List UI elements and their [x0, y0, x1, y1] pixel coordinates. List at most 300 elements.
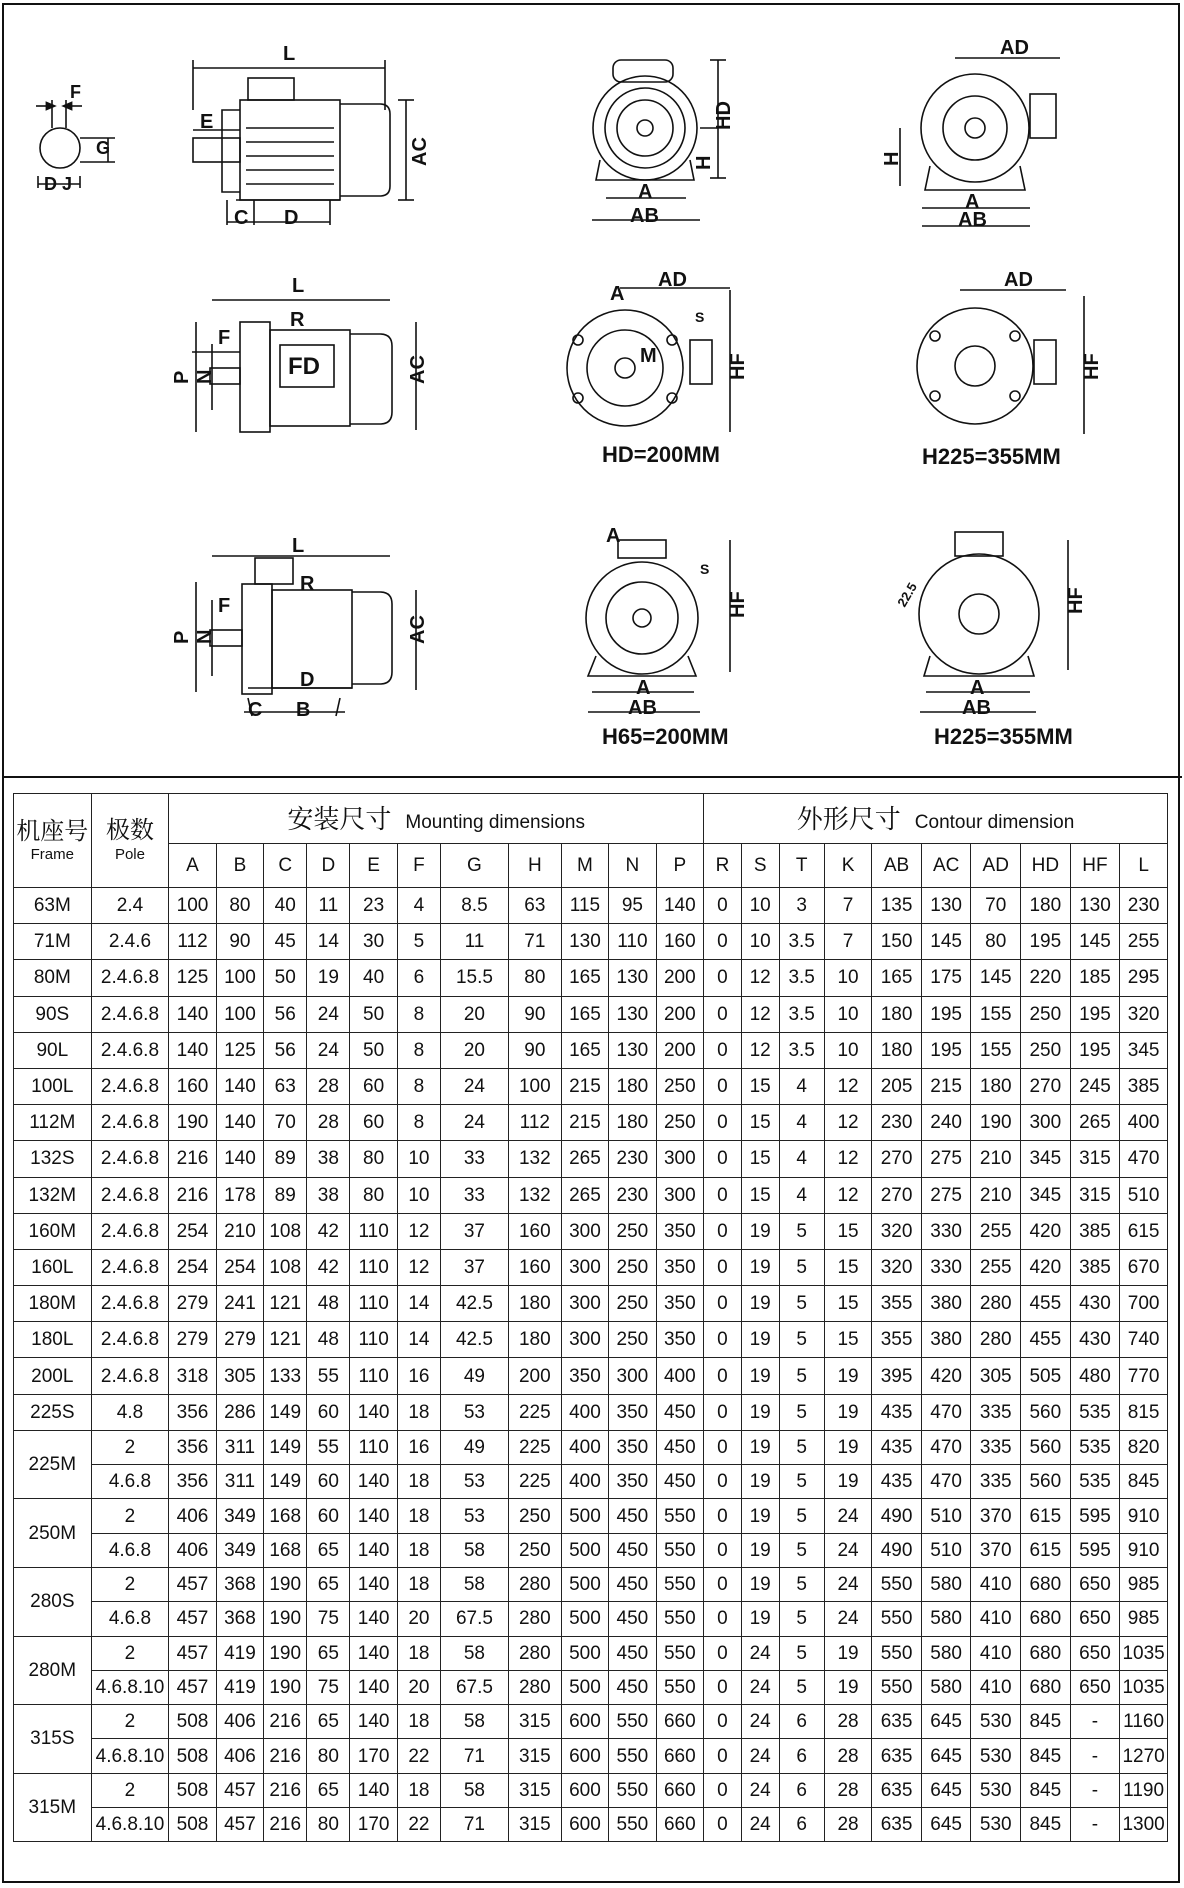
cell-l: 295 [1120, 960, 1168, 996]
cell-p: 550 [656, 1636, 703, 1670]
cell-ac: 645 [921, 1739, 971, 1773]
cell-s: 19 [741, 1394, 779, 1430]
cell-f: 12 [397, 1213, 440, 1249]
cell-hf: 185 [1070, 960, 1120, 996]
cell-ac: 470 [921, 1394, 971, 1430]
cell-s: 19 [741, 1602, 779, 1636]
cell-p: 550 [656, 1568, 703, 1602]
cell-hd: 680 [1021, 1602, 1071, 1636]
pole-cell: 2.4.6.8 [91, 1141, 169, 1177]
dimension-table-wrap [13, 793, 1168, 1842]
cell-l: 1160 [1120, 1705, 1168, 1739]
cell-a: 356 [169, 1465, 216, 1499]
cell-h: 180 [508, 1322, 561, 1358]
cell-k: 7 [824, 924, 871, 960]
cell-hf: - [1070, 1773, 1120, 1807]
column-header: AD [971, 844, 1021, 888]
caption: HD=200MM [602, 442, 720, 467]
cell-ac: 645 [921, 1705, 971, 1739]
cell-n: 250 [609, 1213, 656, 1249]
cell-h: 280 [508, 1670, 561, 1704]
cell-e: 110 [350, 1430, 397, 1464]
cell-a: 457 [169, 1636, 216, 1670]
cell-n: 450 [609, 1568, 656, 1602]
dim-label: AD [1004, 269, 1033, 291]
table-row [14, 1773, 1168, 1807]
cell-b: 241 [216, 1286, 263, 1322]
cell-s: 24 [741, 1636, 779, 1670]
cell-g: 53 [440, 1394, 508, 1430]
cell-ad: 210 [971, 1177, 1021, 1213]
cell-m: 165 [561, 960, 608, 996]
cell-ad: 155 [971, 1032, 1021, 1068]
dim-label: G [96, 138, 111, 158]
cell-hd: 560 [1021, 1394, 1071, 1430]
cell-e: 50 [350, 1032, 397, 1068]
cell-c: 89 [264, 1141, 307, 1177]
cell-n: 110 [609, 924, 656, 960]
cell-g: 71 [440, 1739, 508, 1773]
cell-n: 180 [609, 1105, 656, 1141]
frame-cell: 225S [14, 1394, 92, 1430]
pole-cell: 2.4.6.8 [91, 1286, 169, 1322]
cell-l: 910 [1120, 1533, 1168, 1567]
cell-k: 19 [824, 1358, 871, 1394]
cell-hd: 615 [1021, 1533, 1071, 1567]
cell-m: 300 [561, 1322, 608, 1358]
cell-s: 19 [741, 1533, 779, 1567]
column-header: M [561, 844, 608, 888]
cell-k: 15 [824, 1286, 871, 1322]
cell-ac: 275 [921, 1177, 971, 1213]
cell-t: 5 [779, 1249, 824, 1285]
cell-b: 100 [216, 960, 263, 996]
table-row [14, 1670, 1168, 1704]
cell-e: 110 [350, 1322, 397, 1358]
cell-hf: 535 [1070, 1394, 1120, 1430]
cell-c: 70 [264, 1105, 307, 1141]
cell-ad: 530 [971, 1705, 1021, 1739]
cell-hd: 420 [1021, 1213, 1071, 1249]
cell-ad: 255 [971, 1213, 1021, 1249]
cell-s: 10 [741, 924, 779, 960]
table-row [14, 1602, 1168, 1636]
cell-f: 8 [397, 1068, 440, 1104]
column-header: HD [1021, 844, 1071, 888]
cell-a: 254 [169, 1213, 216, 1249]
frame-cell: 250M [14, 1499, 92, 1568]
cell-f: 18 [397, 1499, 440, 1533]
cell-h: 315 [508, 1739, 561, 1773]
frame-cell: 160L [14, 1249, 92, 1285]
cell-b: 457 [216, 1808, 263, 1842]
cell-p: 660 [656, 1773, 703, 1807]
cell-f: 12 [397, 1249, 440, 1285]
cell-d: 24 [307, 1032, 350, 1068]
cell-d: 28 [307, 1068, 350, 1104]
frame-cell: 90L [14, 1032, 92, 1068]
cell-h: 280 [508, 1568, 561, 1602]
cell-e: 140 [350, 1533, 397, 1567]
cell-d: 80 [307, 1808, 350, 1842]
cell-t: 3 [779, 888, 824, 924]
cell-d: 42 [307, 1249, 350, 1285]
cell-ad: 190 [971, 1105, 1021, 1141]
cell-s: 12 [741, 996, 779, 1032]
column-header: P [656, 844, 703, 888]
cell-m: 500 [561, 1602, 608, 1636]
cell-d: 19 [307, 960, 350, 996]
cell-ab: 150 [872, 924, 922, 960]
pole-cell: 4.6.8.10 [91, 1670, 169, 1704]
cell-m: 600 [561, 1739, 608, 1773]
pole-cell: 2.4.6.8 [91, 1177, 169, 1213]
table-row [14, 1394, 1168, 1430]
cell-f: 4 [397, 888, 440, 924]
cell-ab: 435 [872, 1430, 922, 1464]
cell-k: 24 [824, 1602, 871, 1636]
cell-t: 4 [779, 1177, 824, 1213]
dim-label: L [292, 275, 305, 297]
dim-label: HF [727, 353, 749, 380]
cell-g: 15.5 [440, 960, 508, 996]
column-header: K [824, 844, 871, 888]
dim-label: A [965, 191, 980, 213]
dim-label: AC [407, 615, 429, 644]
cell-p: 350 [656, 1249, 703, 1285]
cell-hf: 130 [1070, 888, 1120, 924]
cell-e: 140 [350, 1670, 397, 1704]
cell-n: 550 [609, 1773, 656, 1807]
frame-cell: 280M [14, 1636, 92, 1705]
frame-cell: 90S [14, 996, 92, 1032]
cell-d: 65 [307, 1636, 350, 1670]
cell-a: 457 [169, 1568, 216, 1602]
column-header: AB [872, 844, 922, 888]
cell-p: 450 [656, 1394, 703, 1430]
dim-label: H [693, 155, 715, 170]
cell-f: 10 [397, 1177, 440, 1213]
cell-m: 500 [561, 1670, 608, 1704]
cell-hd: 680 [1021, 1636, 1071, 1670]
pole-cell: 4.6.8.10 [91, 1808, 169, 1842]
frame-cell: 315S [14, 1705, 92, 1774]
dim-label: F [218, 595, 231, 617]
cell-hf: - [1070, 1739, 1120, 1773]
cell-ac: 645 [921, 1773, 971, 1807]
cell-n: 550 [609, 1705, 656, 1739]
cell-k: 28 [824, 1705, 871, 1739]
cell-a: 457 [169, 1602, 216, 1636]
cell-s: 19 [741, 1213, 779, 1249]
pole-cell: 2.4.6.8 [91, 1249, 169, 1285]
cell-ad: 210 [971, 1141, 1021, 1177]
cell-b: 406 [216, 1705, 263, 1739]
cell-p: 160 [656, 924, 703, 960]
dim-label: F [70, 82, 81, 102]
cell-r: 0 [704, 1032, 742, 1068]
cell-b: 140 [216, 1105, 263, 1141]
table-row [14, 1177, 1168, 1213]
cell-ab: 550 [872, 1670, 922, 1704]
cell-l: 1035 [1120, 1636, 1168, 1670]
cell-f: 18 [397, 1533, 440, 1567]
cell-a: 406 [169, 1533, 216, 1567]
cell-ad: 70 [971, 888, 1021, 924]
b5-front-large-view-drawing [917, 290, 1084, 434]
cell-f: 22 [397, 1808, 440, 1842]
cell-n: 250 [609, 1286, 656, 1322]
cell-hd: 845 [1021, 1773, 1071, 1807]
cell-p: 660 [656, 1808, 703, 1842]
cell-c: 40 [264, 888, 307, 924]
cell-r: 0 [704, 1286, 742, 1322]
cell-f: 8 [397, 1032, 440, 1068]
cell-hf: 430 [1070, 1322, 1120, 1358]
dim-label: H [881, 151, 903, 166]
cell-ad: 280 [971, 1322, 1021, 1358]
cell-g: 58 [440, 1568, 508, 1602]
cell-n: 230 [609, 1141, 656, 1177]
dim-label: P [171, 370, 193, 384]
cell-s: 10 [741, 888, 779, 924]
cell-hd: 420 [1021, 1249, 1071, 1285]
cell-p: 450 [656, 1465, 703, 1499]
cell-t: 5 [779, 1670, 824, 1704]
cell-t: 3.5 [779, 996, 824, 1032]
cell-ab: 320 [872, 1213, 922, 1249]
cell-s: 24 [741, 1670, 779, 1704]
cell-r: 0 [704, 1177, 742, 1213]
dim-label: P [171, 630, 193, 644]
cell-hd: 300 [1021, 1105, 1071, 1141]
cell-k: 15 [824, 1249, 871, 1285]
pole-cell: 4.8 [91, 1394, 169, 1430]
cell-h: 90 [508, 996, 561, 1032]
cell-f: 10 [397, 1141, 440, 1177]
dim-label: A [970, 677, 985, 699]
cell-f: 8 [397, 1105, 440, 1141]
cell-hd: 270 [1021, 1068, 1071, 1104]
cell-t: 3.5 [779, 924, 824, 960]
cell-k: 24 [824, 1499, 871, 1533]
cell-t: 5 [779, 1394, 824, 1430]
cell-t: 5 [779, 1358, 824, 1394]
cell-m: 500 [561, 1533, 608, 1567]
column-header: HF [1070, 844, 1120, 888]
dim-label: AD [658, 269, 687, 291]
cell-b: 140 [216, 1141, 263, 1177]
cell-ac: 240 [921, 1105, 971, 1141]
cell-p: 550 [656, 1533, 703, 1567]
cell-p: 250 [656, 1068, 703, 1104]
cell-ad: 335 [971, 1465, 1021, 1499]
cell-k: 28 [824, 1739, 871, 1773]
cell-hd: 615 [1021, 1499, 1071, 1533]
column-header: AC [921, 844, 971, 888]
cell-p: 200 [656, 960, 703, 996]
cell-ac: 195 [921, 996, 971, 1032]
cell-h: 200 [508, 1358, 561, 1394]
cell-m: 165 [561, 1032, 608, 1068]
cell-b: 125 [216, 1032, 263, 1068]
cell-ab: 395 [872, 1358, 922, 1394]
cell-hf: 650 [1070, 1670, 1120, 1704]
cell-b: 80 [216, 888, 263, 924]
cell-ad: 155 [971, 996, 1021, 1032]
cell-s: 15 [741, 1177, 779, 1213]
pole-cell: 2.4.6.8 [91, 996, 169, 1032]
table-row [14, 1499, 1168, 1533]
cell-n: 230 [609, 1177, 656, 1213]
cell-b: 254 [216, 1249, 263, 1285]
cell-ac: 420 [921, 1358, 971, 1394]
cell-l: 1300 [1120, 1808, 1168, 1842]
cell-p: 400 [656, 1358, 703, 1394]
cell-a: 318 [169, 1358, 216, 1394]
cell-ab: 355 [872, 1286, 922, 1322]
cell-a: 125 [169, 960, 216, 996]
cell-f: 14 [397, 1286, 440, 1322]
cell-hd: 345 [1021, 1141, 1071, 1177]
cell-l: 740 [1120, 1322, 1168, 1358]
pole-cell: 2 [91, 1705, 169, 1739]
dim-label: A [610, 283, 625, 305]
cell-m: 215 [561, 1105, 608, 1141]
cell-c: 56 [264, 996, 307, 1032]
cell-e: 170 [350, 1739, 397, 1773]
caption: H225=355MM [922, 444, 1061, 469]
cell-ab: 270 [872, 1177, 922, 1213]
cell-hf: 145 [1070, 924, 1120, 960]
cell-g: 58 [440, 1705, 508, 1739]
cell-c: 190 [264, 1670, 307, 1704]
cell-g: 58 [440, 1533, 508, 1567]
cell-d: 42 [307, 1213, 350, 1249]
cell-hd: 345 [1021, 1177, 1071, 1213]
column-header: F [397, 844, 440, 888]
cell-t: 5 [779, 1286, 824, 1322]
cell-b: 349 [216, 1499, 263, 1533]
cell-ab: 635 [872, 1773, 922, 1807]
cell-s: 24 [741, 1773, 779, 1807]
cell-g: 24 [440, 1105, 508, 1141]
cell-b: 90 [216, 924, 263, 960]
cell-a: 140 [169, 996, 216, 1032]
cell-hd: 195 [1021, 924, 1071, 960]
cell-n: 180 [609, 1068, 656, 1104]
cell-a: 406 [169, 1499, 216, 1533]
cell-k: 10 [824, 996, 871, 1032]
cell-hf: 535 [1070, 1465, 1120, 1499]
cell-ab: 550 [872, 1636, 922, 1670]
cell-n: 250 [609, 1322, 656, 1358]
cell-ac: 580 [921, 1636, 971, 1670]
cell-f: 8 [397, 996, 440, 1032]
cell-l: 345 [1120, 1032, 1168, 1068]
cell-a: 356 [169, 1430, 216, 1464]
cell-e: 110 [350, 1249, 397, 1285]
cell-r: 0 [704, 996, 742, 1032]
column-header: S [741, 844, 779, 888]
table-row [14, 1533, 1168, 1567]
dim-label: F [218, 327, 231, 349]
dim-label: HF [1081, 353, 1103, 380]
cell-b: 178 [216, 1177, 263, 1213]
cell-m: 265 [561, 1177, 608, 1213]
cell-ac: 510 [921, 1533, 971, 1567]
cell-t: 6 [779, 1739, 824, 1773]
cell-e: 140 [350, 1705, 397, 1739]
pole-cell: 4.6.8 [91, 1465, 169, 1499]
cell-r: 0 [704, 1105, 742, 1141]
cell-m: 115 [561, 888, 608, 924]
cell-c: 63 [264, 1068, 307, 1104]
cell-hf: 315 [1070, 1177, 1120, 1213]
cell-e: 140 [350, 1568, 397, 1602]
pole-cell: 2.4.6 [91, 924, 169, 960]
cell-e: 110 [350, 1286, 397, 1322]
cell-ac: 380 [921, 1322, 971, 1358]
cell-h: 100 [508, 1068, 561, 1104]
cell-r: 0 [704, 1808, 742, 1842]
cell-s: 19 [741, 1249, 779, 1285]
cell-r: 0 [704, 924, 742, 960]
cell-m: 400 [561, 1465, 608, 1499]
cell-m: 400 [561, 1430, 608, 1464]
cell-e: 140 [350, 1394, 397, 1430]
cell-n: 350 [609, 1430, 656, 1464]
frame-cell: 160M [14, 1213, 92, 1249]
cell-l: 1270 [1120, 1739, 1168, 1773]
cell-h: 280 [508, 1636, 561, 1670]
cell-n: 450 [609, 1533, 656, 1567]
cell-g: 20 [440, 1032, 508, 1068]
cell-l: 700 [1120, 1286, 1168, 1322]
cell-ab: 635 [872, 1739, 922, 1773]
cell-t: 3.5 [779, 1032, 824, 1068]
cell-a: 140 [169, 1032, 216, 1068]
dim-label: A [636, 677, 651, 699]
cell-l: 510 [1120, 1177, 1168, 1213]
dim-label: A [638, 181, 653, 203]
cell-s: 19 [741, 1430, 779, 1464]
table-row [14, 1032, 1168, 1068]
cell-s: 12 [741, 1032, 779, 1068]
cell-n: 95 [609, 888, 656, 924]
table-row [14, 1213, 1168, 1249]
cell-ac: 380 [921, 1286, 971, 1322]
dim-label: S [695, 309, 705, 325]
cell-d: 65 [307, 1773, 350, 1807]
cell-g: 67.5 [440, 1670, 508, 1704]
cell-c: 121 [264, 1286, 307, 1322]
cell-e: 140 [350, 1773, 397, 1807]
cell-e: 140 [350, 1499, 397, 1533]
cell-f: 18 [397, 1465, 440, 1499]
cell-r: 0 [704, 1739, 742, 1773]
cell-l: 815 [1120, 1394, 1168, 1430]
dim-label: D [300, 669, 315, 691]
cell-p: 350 [656, 1213, 703, 1249]
cell-hf: 595 [1070, 1499, 1120, 1533]
cell-h: 315 [508, 1773, 561, 1807]
column-header: D [307, 844, 350, 888]
cell-t: 5 [779, 1322, 824, 1358]
cell-g: 24 [440, 1068, 508, 1104]
table-row [14, 888, 1168, 924]
cell-m: 600 [561, 1808, 608, 1842]
